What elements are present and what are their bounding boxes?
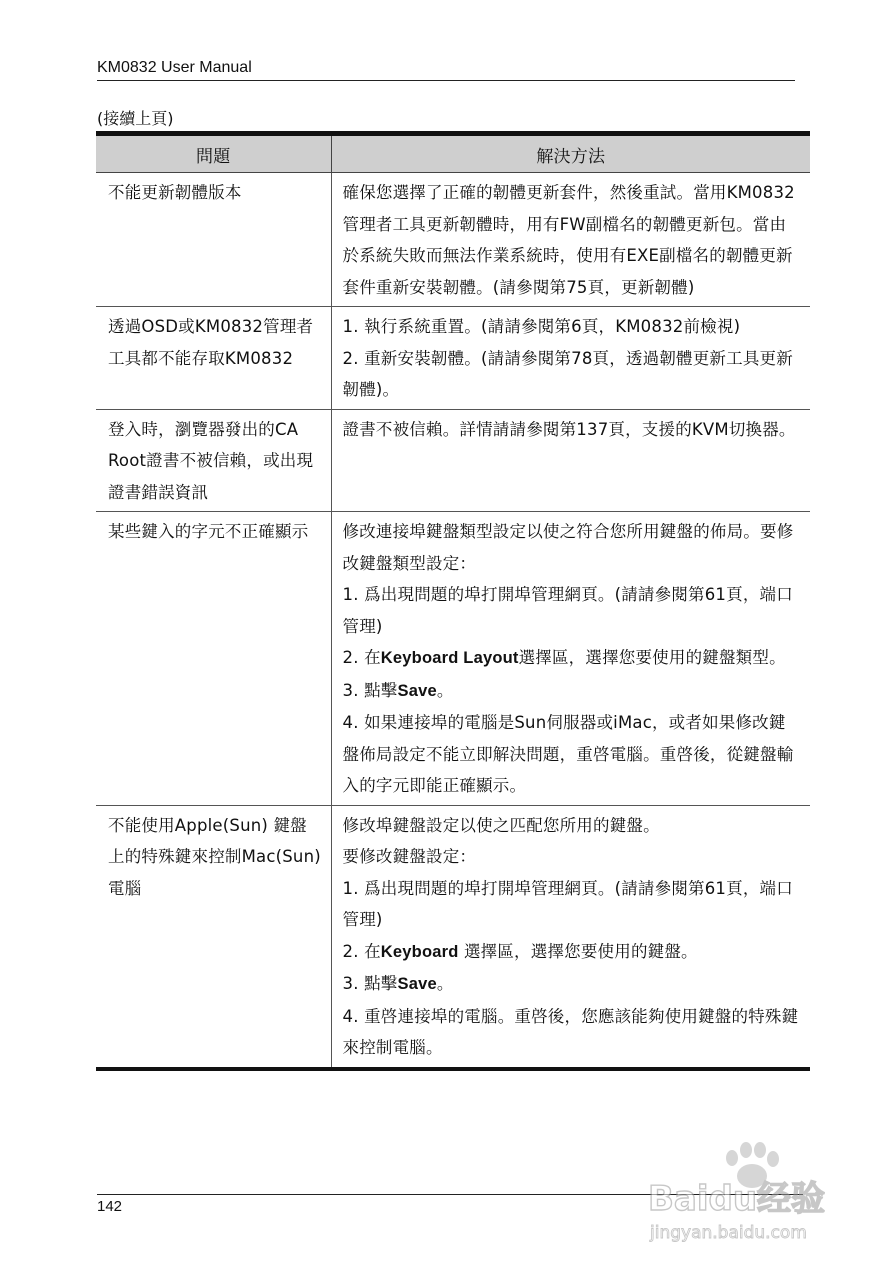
table-row [96, 409, 810, 512]
solution-cell [331, 409, 810, 512]
solution-step [343, 642, 801, 675]
solution-step [343, 675, 801, 708]
solution-intro: 要修改鍵盤設定： [342, 847, 477, 866]
solution-intro: 修改埠鍵盤設定以使之匹配您所用的鍵盤。 [342, 815, 660, 835]
problem-cell: 登入時，瀏覽器發出的CA Root證書不被信賴，或出現證書錯誤資訊 [96, 409, 331, 512]
page-number: 142 [97, 1198, 123, 1215]
solution-cell [331, 512, 810, 806]
solution-text: 證書不被信賴。詳情請請參閱第137頁，支援的KVM切換器。 [342, 419, 796, 439]
column-header-solution: 解決方法 [331, 134, 810, 173]
step-suffix: 選擇區，選擇您要使用的鍵盤。 [458, 941, 698, 961]
column-header-problem: 問題 [96, 134, 331, 173]
continued-label: (接續上頁) [97, 109, 174, 128]
step-suffix: 選擇區，選擇您要使用的鍵盤類型。 [518, 648, 786, 667]
problem-cell: 不能更新韌體版本 [96, 173, 331, 307]
step-prefix: 3. 點擊 [342, 974, 398, 993]
troubleshooting-table [96, 131, 810, 1071]
table-row [96, 512, 810, 806]
solution-step: 1. 爲出現問題的埠打開埠管理網頁。(請請參閱第61頁，端口管理) [342, 878, 793, 929]
save-keyword: Save [397, 681, 437, 700]
solution-cell [331, 173, 810, 307]
step-prefix: 2. 在 [342, 941, 381, 961]
solution-step: 2. 重新安裝韌體。(請請參閱第78頁，透過韌體更新工具更新韌體)。 [342, 348, 793, 399]
solution-step: 4. 重啓連接埠的電腦。重啓後，您應該能夠使用鍵盤的特殊鍵來控制電腦。 [342, 1006, 799, 1057]
solution-step [343, 968, 801, 1001]
solution-cell [331, 307, 810, 410]
step-prefix: 3. 點擊 [342, 680, 398, 700]
problem-cell: 不能使用Apple(Sun) 鍵盤上的特殊鍵來控制Mac(Sun)電腦 [96, 805, 331, 1069]
problem-cell: 某些鍵入的字元不正確顯示 [96, 512, 331, 806]
table-header-row [96, 134, 810, 173]
running-header: KM0832 User Manual [97, 57, 795, 81]
table-row [96, 805, 810, 1069]
save-keyword: Save [397, 975, 437, 993]
keyboard-layout-keyword: Keyboard Layout [380, 649, 519, 667]
watermark-brand: Baidu经验 [648, 1179, 826, 1219]
solution-step: 1. 執行系統重置。(請請參閱第6頁，KM0832前檢視) [342, 317, 741, 336]
table-row [96, 307, 810, 410]
solution-step: 1. 爲出現問題的埠打開埠管理網頁。(請請參閱第61頁，端口管理) [342, 585, 793, 636]
problem-cell: 透過OSD或KM0832管理者工具都不能存取KM0832 [96, 307, 331, 410]
step-suffix: 。 [436, 974, 454, 993]
baidu-jingyan-watermark [646, 1140, 846, 1250]
solution-text: 確保您選擇了正確的韌體更新套件，然後重試。當用KM0832 管理者工具更新韌體時，用有FW副檔名的韌體更新包。當由於系統失敗而無法作業系統時，使用有EXE副檔名的韌體更新套件重新安裝韌體。(請參閱第75頁，更新韌體) [342, 183, 795, 297]
step-suffix: 。 [436, 680, 454, 700]
table-row [96, 173, 810, 307]
watermark-url: jingyan.baidu.com [650, 1223, 807, 1243]
solution-intro: 修改連接埠鍵盤類型設定以使之符合您所用鍵盤的佈局。要修改鍵盤類型設定： [342, 522, 794, 573]
solution-step: 4. 如果連接埠的電腦是Sun伺服器或iMac，或者如果修改鍵盤佈局設定不能立即解決問題，重啓電腦。重啓後，從鍵盤輸入的字元即能正確顯示。 [342, 713, 794, 795]
solution-cell [331, 805, 810, 1069]
step-prefix: 2. 在 [342, 648, 381, 667]
solution-step [343, 936, 801, 969]
keyboard-keyword: Keyboard [380, 942, 459, 961]
